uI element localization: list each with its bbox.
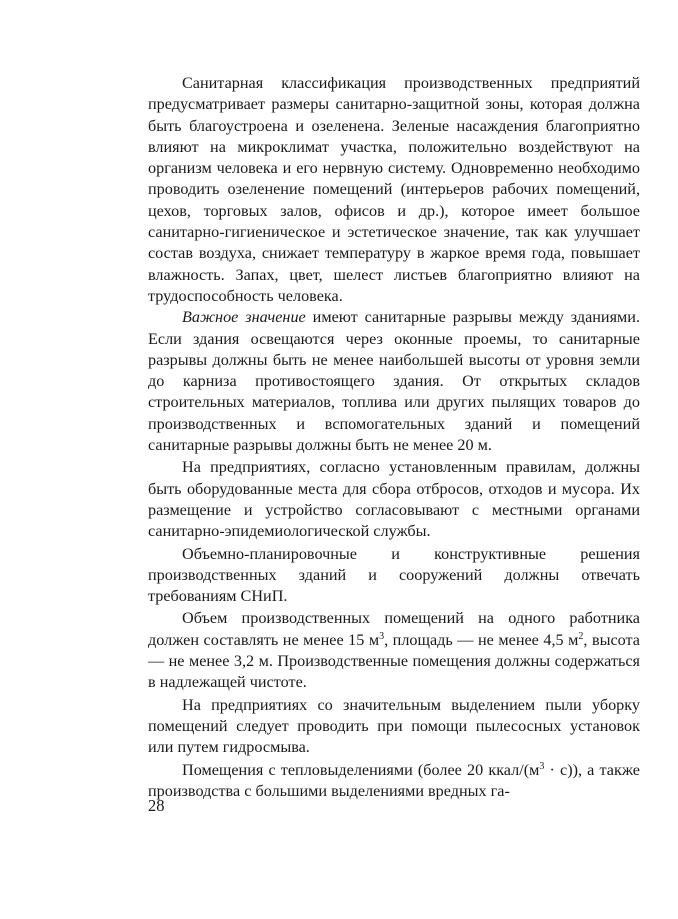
paragraph-text: На предприятиях, согласно установленным правилам, должны быть оборудованные места для сбора отбросов, отходов и мусора. Их размещение и устройство согласовывают с местными органами санитарно-эпидемиологической службы. <box>148 458 640 541</box>
paragraph-text: На предприятиях со значительным выделением пыли уборку помещений следует проводить при помощи пылесосных установок или путем гидросмыва. <box>148 695 640 757</box>
paragraph-text: , площадь — не менее 4,5 м <box>384 630 579 649</box>
superscript: 2 <box>578 630 584 642</box>
paragraph-room-volume <box>148 608 640 693</box>
paragraph-text: , высота — не менее 3,2 м. Производственные помещения должны содержаться в надлежащей чистоте. <box>148 630 640 692</box>
paragraph-text: · с)), а также производства с большими выделениями вредных га- <box>148 760 640 800</box>
superscript: 3 <box>539 760 545 772</box>
paragraph-waste-collection <box>148 457 640 542</box>
paragraph-sanitary-classification <box>148 73 640 307</box>
paragraph-sanitary-gaps <box>148 307 640 456</box>
paragraph-text: Объем производственных помещений на одного работника должен составлять не менее 15 м <box>148 609 640 649</box>
paragraph-text: Помещения с тепловыделениями (более 20 ккал/(м <box>182 760 540 779</box>
paragraph-text: Санитарная классификация производственных предприятий предусматривает размеры санитарно-защитной зоны, которая должна быть благоустроена и озеленена. Зеленые насаждения благоприятно влияют на микроклимат участка, положительно воздействуют на организм человека и его нервную систему. Одновременно необходимо проводить озеленение помещений (интерьеров рабочих помещений, цехов, торговых залов, офисов и др.), которое имеет большое санитарно-гигиеническое и эстетическое значение, так как улучшает состав воздуха, снижает температуру в жаркое время года, повышает влажность. Запах, цвет, шелест листьев благоприятно влияют на трудоспособность человека. <box>148 74 640 305</box>
page-number: 28 <box>148 796 165 815</box>
paragraph-text: Объемно-планировочные и конструктивные решения производственных зданий и сооружений должны отвечать требованиям СНиП. <box>148 544 640 606</box>
body-text <box>148 73 640 802</box>
superscript: 3 <box>379 630 385 642</box>
paragraph-dust-cleaning <box>148 695 640 759</box>
emphasis-text: Важное значение <box>182 308 306 327</box>
paragraph-building-requirements <box>148 544 640 608</box>
paragraph-heat-emission <box>148 760 640 803</box>
paragraph-text: имеют санитарные разрывы между зданиями. Если здания освещаются через оконные проемы, то санитарные разрывы должны быть не менее наибольшей высоты от уровня земли до карниза противостоящего здания. От открытых складов строительных материалов, топлива или других пылящих товаров до производственных и вспомогательных зданий и помещений санитарные разрывы должны быть не менее 20 м. <box>148 308 640 455</box>
